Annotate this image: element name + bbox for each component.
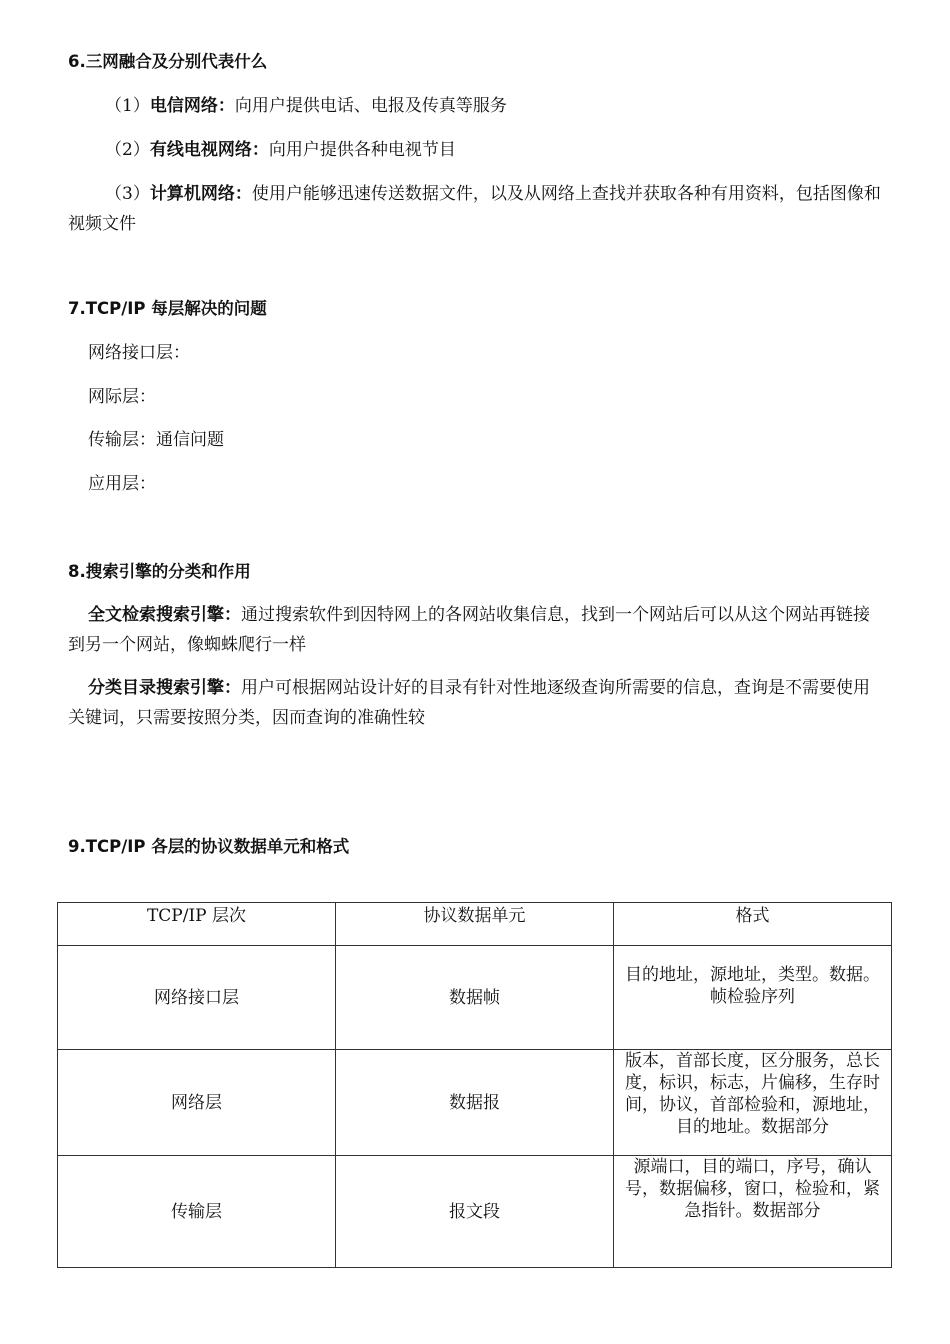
s7-line-transport: 传输层：通信问题 [88,430,224,450]
s7-line-network-interface: 网络接口层： [88,343,190,363]
s8-item-fulltext [68,600,884,660]
s6-item-1 [68,91,884,121]
s7-line-internet: 网际层： [88,387,156,407]
item-desc: 向用户提供电话、电报及传真等服务 [234,96,507,116]
s6-item-2 [68,135,884,165]
item-term: 有线电视网络： [149,140,269,160]
table-header-row [58,903,892,946]
s7-line-application: 应用层： [88,474,156,494]
cell-format: 版本，首部长度，区分服务，总长度，标识，标志，片偏移，生存时间，协议，首部检验和，源地址， 目的地址。数据部分 [614,1050,892,1156]
section-6-title: 6.三网融合及分别代表什么 [68,52,268,71]
item-term: 全文检索搜索引擎： [88,605,241,625]
cell-pdu: 数据帧 [336,946,614,1050]
section-7-title: 7.TCP/IP 每层解决的问题 [68,299,267,318]
section-9-title: 9.TCP/IP 各层的协议数据单元和格式 [68,837,350,856]
item-term: 分类目录搜索引擎： [88,678,241,698]
cell-format: 目的地址，源地址，类型。数据。帧检验序列 [614,946,892,1050]
item-number: （2） [105,140,150,160]
cell-layer: 网络接口层 [58,946,336,1050]
item-desc: 通过搜索软件到因特网上的各网站收集信息，找到一个网站后可以从这个网站再链接到另一个网站，像蜘蛛爬行一样 [68,605,870,655]
cell-layer: 网络层 [58,1050,336,1156]
s8-item-directory [68,673,884,733]
cell-pdu: 报文段 [336,1156,614,1268]
item-term: 计算机网络： [149,184,252,204]
cell-pdu: 数据报 [336,1050,614,1156]
item-desc: 向用户提供各种电视节目 [268,140,456,160]
s6-item-3 [68,179,884,239]
table-row [58,946,892,1050]
cell-layer: 传输层 [58,1156,336,1268]
header-layer: TCP/IP 层次 [58,903,336,946]
item-desc: 使用户能够迅速传送数据文件，以及从网络上查找并获取各种有用资料，包括图像和视频文件 [68,184,881,234]
item-number: （3） [105,184,150,204]
section-8-title: 8.搜索引擎的分类和作用 [68,562,251,581]
item-term: 电信网络： [149,96,235,116]
cell-format: 源端口，目的端口，序号，确认号，数据偏移，窗口，检验和，紧急指针。数据部分 [614,1156,892,1268]
pdu-table [57,902,892,1268]
item-number: （1） [105,96,150,116]
table-row [58,1050,892,1156]
item-desc: 用户可根据网站设计好的目录有针对性地逐级查询所需要的信息，查询是不需要使用关键词，只需要按照分类，因而查询的准确性较 [68,678,870,728]
header-pdu: 协议数据单元 [336,903,614,946]
header-format: 格式 [614,903,892,946]
table-row [58,1156,892,1268]
